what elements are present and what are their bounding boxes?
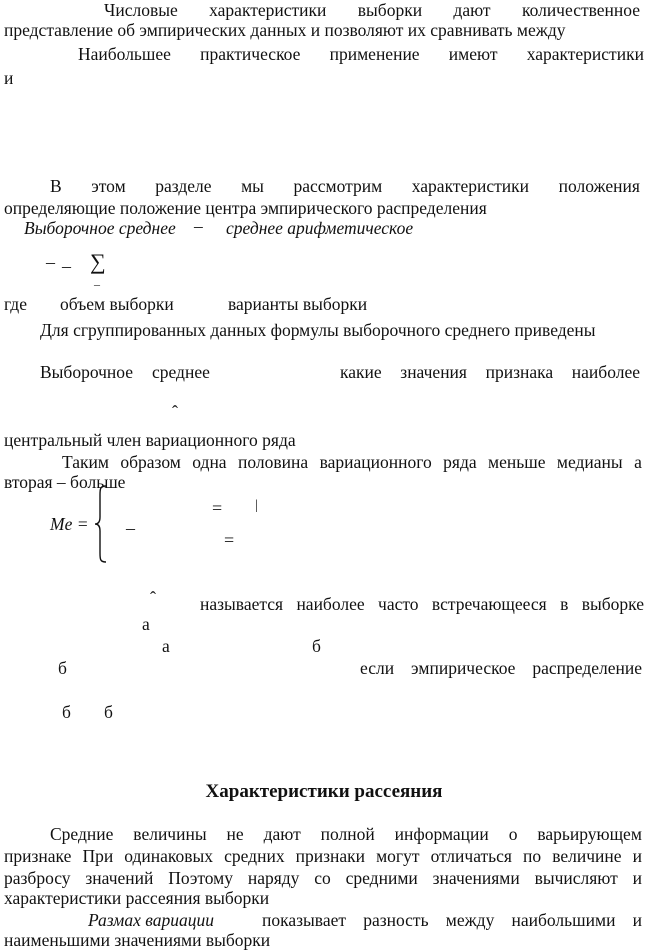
- word: в: [560, 594, 569, 614]
- word: могут: [376, 846, 420, 866]
- grouped-data-line: Для сгруппированных данных формулы выборочного среднего приведены: [40, 320, 596, 340]
- word: эмпирическое: [411, 658, 516, 678]
- mode-b-2: б: [58, 658, 67, 678]
- sigma-symbol: ∑: [90, 249, 106, 274]
- section-heading: Характеристики рассеяния: [205, 781, 443, 802]
- sample-size-label: объем выборки: [60, 294, 174, 314]
- word: называется: [200, 594, 284, 614]
- mode-b-3: б: [62, 702, 71, 722]
- word: характеристики: [411, 176, 530, 196]
- mode-a-2: а: [162, 636, 170, 656]
- word: дают: [453, 0, 491, 20]
- mode-line-1: [200, 594, 644, 614]
- word: признака: [485, 362, 554, 382]
- word: В: [50, 176, 62, 196]
- word: значений: [85, 868, 154, 888]
- word: рассмотрим: [293, 176, 383, 196]
- median-case1-bar: |: [255, 498, 258, 513]
- arithmetic-mean-term: среднее арифметическое: [226, 218, 414, 238]
- word: признаки: [295, 846, 366, 866]
- word: практическое: [200, 44, 301, 64]
- word: варьирующем: [537, 824, 642, 844]
- word: одна: [192, 452, 227, 472]
- mean-word-1: Выборочное: [40, 362, 134, 382]
- word: полной: [320, 824, 375, 844]
- word: дают: [263, 824, 301, 844]
- formula-equals-dash: –: [62, 256, 71, 276]
- word: количественное: [521, 0, 640, 20]
- word: и: [632, 868, 642, 888]
- word: встречающееся: [431, 594, 547, 614]
- word: положения: [558, 176, 640, 196]
- word: характеристики: [526, 44, 644, 64]
- p3-line-2: [4, 846, 642, 866]
- word: применение: [329, 44, 420, 64]
- formula-sub-mark: –: [94, 277, 100, 291]
- word: показывает: [262, 910, 347, 930]
- word: вариационного: [319, 452, 432, 472]
- word: разность: [363, 910, 429, 930]
- word: мы: [241, 176, 264, 196]
- word: и: [632, 846, 642, 866]
- word: разбросу: [4, 868, 71, 888]
- word: При: [82, 846, 114, 866]
- sample-mean-dash: –: [194, 216, 203, 236]
- word: выборки: [357, 0, 423, 20]
- hat-mark: ˆ: [172, 402, 178, 422]
- p1-line-2: представление об эмпирических данных и позволяют их сравнивать между: [4, 20, 566, 40]
- p2-line-1: [50, 176, 640, 196]
- word: медианы: [556, 452, 623, 472]
- word: Наибольшее: [78, 44, 171, 64]
- word: и: [632, 910, 642, 930]
- word: величине: [552, 846, 622, 866]
- word: образом: [120, 452, 181, 472]
- word: имеют: [448, 44, 498, 64]
- mean-line-right: [340, 362, 640, 382]
- word: а: [634, 452, 642, 472]
- p3-line-1: [50, 824, 642, 844]
- word: между: [445, 910, 495, 930]
- word: не: [226, 824, 244, 844]
- left-brace: [94, 485, 108, 563]
- word: Числовые: [104, 0, 178, 20]
- p3-line-5: [262, 910, 642, 930]
- median-line-1: центральный член вариационного ряда: [4, 430, 296, 450]
- word: средними: [345, 868, 418, 888]
- median-case2-equals: =: [224, 530, 235, 550]
- word: значениями: [432, 868, 520, 888]
- word: Таким: [62, 452, 109, 472]
- formula-xbar-mark: –: [46, 252, 55, 272]
- word: информации: [394, 824, 489, 844]
- mode-line-4: [360, 658, 642, 678]
- p3-line-6: наименьшими значениями выборки: [4, 930, 271, 950]
- word: величины: [133, 824, 207, 844]
- sample-mean-term: Выборочное среднее: [24, 218, 176, 238]
- word: признаке: [4, 846, 72, 866]
- mode-hat: ˆ: [150, 588, 156, 608]
- word: если: [360, 658, 395, 678]
- word: половина: [238, 452, 309, 472]
- word: средних: [224, 846, 285, 866]
- median-case2-dash: –: [126, 518, 135, 538]
- where-label: где: [4, 294, 27, 314]
- word: отличаться: [430, 846, 512, 866]
- mean-word-2: среднее: [152, 362, 210, 382]
- word: наиболее: [571, 362, 640, 382]
- word: вычисляют: [534, 868, 618, 888]
- p2-line-2: определяющие положение центра эмпирического распределения: [4, 198, 487, 218]
- word: по: [523, 846, 542, 866]
- mode-b-4: б: [104, 702, 113, 722]
- p3-line-4: характеристики рассеяния выборки: [4, 888, 270, 908]
- word: разделе: [155, 176, 212, 196]
- p3-line-3: [4, 868, 642, 888]
- p1-line-1: [104, 0, 640, 20]
- word: одинаковых: [124, 846, 214, 866]
- word: наибольшими: [511, 910, 616, 930]
- word: наиболее: [296, 594, 365, 614]
- word: какие: [340, 362, 382, 382]
- word: о: [508, 824, 518, 844]
- word: Средние: [50, 824, 114, 844]
- word: ряда: [443, 452, 477, 472]
- word: со: [314, 868, 331, 888]
- mode-a-1: а: [142, 614, 150, 634]
- mode-b-1: б: [312, 636, 321, 656]
- word: этом: [91, 176, 126, 196]
- variants-label: варианты выборки: [228, 294, 368, 314]
- range-term: Размах вариации: [88, 910, 214, 930]
- word: распределение: [532, 658, 642, 678]
- word: Поэтому: [168, 868, 234, 888]
- p1-line-4: и: [4, 68, 14, 88]
- word: меньше: [488, 452, 546, 472]
- p1-line-3: [78, 44, 644, 64]
- word: характеристики: [209, 0, 327, 20]
- median-line-2: [62, 452, 642, 472]
- word: часто: [378, 594, 419, 614]
- word: значения: [400, 362, 467, 382]
- word: выборке: [581, 594, 644, 614]
- median-case1-equals: =: [212, 498, 223, 518]
- median-line-3: вторая – больше: [4, 472, 126, 492]
- median-symbol: Me =: [50, 514, 89, 534]
- word: наряду: [247, 868, 300, 888]
